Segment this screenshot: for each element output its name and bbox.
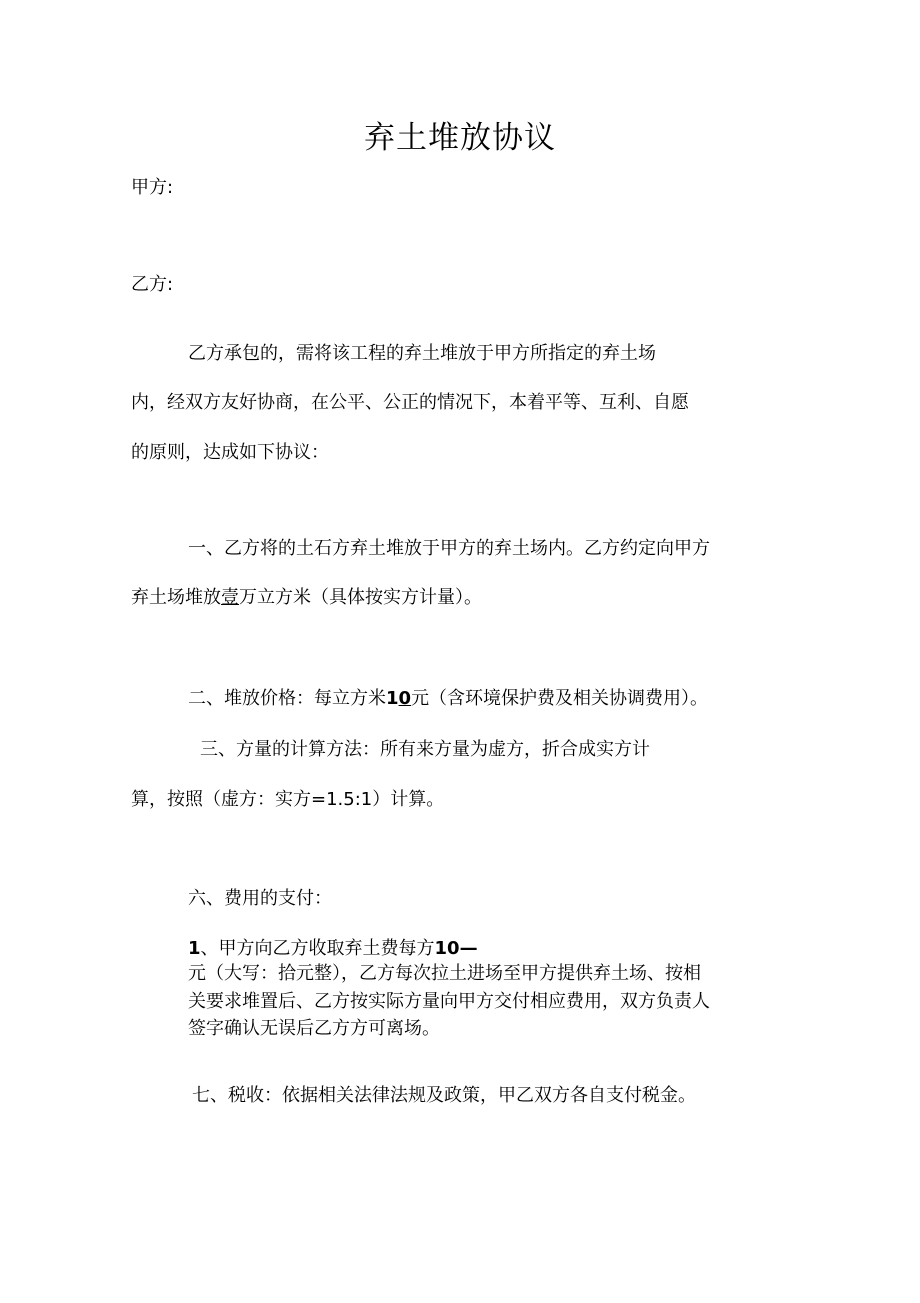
clause-2-text-before: 二、堆放价格：每立方米 [188, 688, 386, 709]
clause-1-line-2 [131, 586, 482, 610]
party-a-label: 甲方: [131, 177, 174, 198]
intro-line-3: 的原则，达成如下协议： [131, 442, 329, 463]
intro-line-2: 内，经双方友好协商，在公平、公正的情况下，本着平等、互利、自愿 [131, 392, 689, 413]
clause-7: 七、税收：依据相关法律法规及政策，甲乙双方各自支付税金。 [192, 1085, 696, 1106]
clause-6-item-1-line-4: 签字确认无误后乙方方可离场。 [188, 1018, 440, 1039]
clause-1-text-before: 弃土场堆放 [131, 587, 221, 608]
clause-6-item-1-line-1 [188, 937, 478, 961]
clause-2-price-digit-1: 1 [386, 688, 399, 709]
document-title: 弃土堆放协议 [364, 120, 556, 156]
clause-2 [188, 687, 708, 711]
clause-6-item-number: 1 [188, 938, 201, 959]
clause-6-item-1-line-3: 关要求堆置后、乙方按实际方量向甲方交付相应费用，双方负责人 [188, 991, 710, 1012]
clause-1-line-1: 一、乙方将的土石方弃土堆放于甲方的弃土场内。乙方约定向甲方 [188, 538, 710, 559]
clause-2-text-after: 元（含环境保护费及相关协调费用）。 [411, 688, 709, 709]
clause-6-item-1-line-2: 元（大写：拾元整），乙方每次拉土进场至甲方提供弃土场、按相 [188, 963, 701, 984]
clause-6-heading: 六、费用的支付： [188, 888, 332, 909]
clause-1-quantity: 壹 [221, 587, 239, 608]
clause-1-text-after: 万立方米（具体按实方计量）。 [239, 587, 482, 608]
party-b-label: 乙方: [131, 274, 174, 295]
clause-6-item-text: 、甲方向乙方收取弃土费每方 [200, 938, 435, 959]
clause-6-amount: 10— [434, 938, 478, 959]
clause-3-line-2: 算，按照（虚方：实方=1.5:1）计算。 [131, 789, 445, 810]
clause-3-line-1: 三、方量的计算方法：所有来方量为虚方，折合成实方计 [200, 739, 650, 760]
intro-line-1: 乙方承包的，需将该工程的弃土堆放于甲方所指定的弃土场 [188, 343, 656, 364]
clause-2-price-digit-2: 0 [398, 688, 412, 709]
